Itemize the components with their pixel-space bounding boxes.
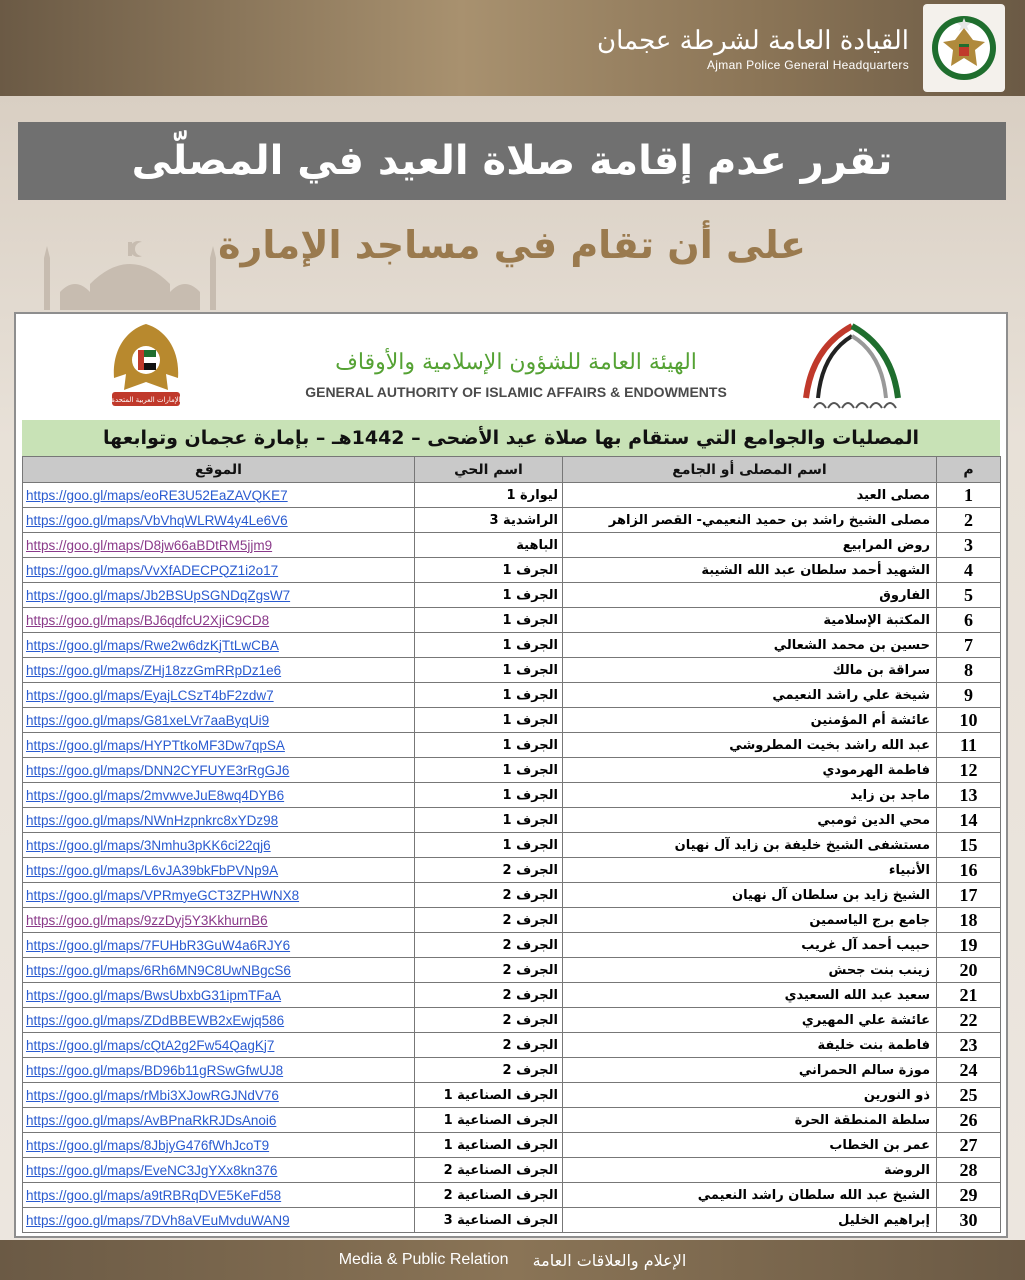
table-row <box>23 1033 1001 1058</box>
mosque-name-cell: محي الدين ثومبي <box>563 808 937 833</box>
mosque-name-cell: ماجد بن زايد <box>563 783 937 808</box>
uae-emblem-caption: الإمارات العربية المتحدة <box>111 396 181 404</box>
table-row <box>23 583 1001 608</box>
location-link[interactable]: https://goo.gl/maps/DNN2CYFUYE3rRgGJ6 <box>23 758 415 783</box>
header-location: الموقع <box>23 457 415 483</box>
table-row <box>23 883 1001 908</box>
location-link[interactable]: https://goo.gl/maps/D8jw66aBDtRM5jjm9 <box>23 533 415 558</box>
area-cell: الجرف 2 <box>415 883 563 908</box>
mosque-name-cell: الشيخ عبد الله سلطان راشد النعيمي <box>563 1183 937 1208</box>
top-banner <box>0 0 1025 96</box>
row-number-cell: 3 <box>937 533 1001 558</box>
area-cell: الجرف الصناعية 2 <box>415 1158 563 1183</box>
location-link[interactable]: https://goo.gl/maps/7DVh8aVEuMvduWAN9 <box>23 1208 415 1233</box>
table-title: المصليات والجوامع التي ستقام بها صلاة عيد الأضحى – 1442هـ – بإمارة عجمان وتوابعها <box>22 420 1000 456</box>
table-row <box>23 1208 1001 1233</box>
area-cell: الجرف 1 <box>415 683 563 708</box>
mosque-name-cell: مستشفى الشيخ خليفة بن زايد آل نهيان <box>563 833 937 858</box>
area-cell: الجرف 1 <box>415 633 563 658</box>
row-number-cell: 26 <box>937 1108 1001 1133</box>
location-link[interactable]: https://goo.gl/maps/VbVhqWLRW4y4Le6V6 <box>23 508 415 533</box>
row-number-cell: 1 <box>937 483 1001 508</box>
area-cell: الجرف 2 <box>415 958 563 983</box>
location-link[interactable]: https://goo.gl/maps/EveNC3JgYXx8kn376 <box>23 1158 415 1183</box>
location-link[interactable]: https://goo.gl/maps/cQtA2g2Fw54QagKj7 <box>23 1033 415 1058</box>
row-number-cell: 15 <box>937 833 1001 858</box>
row-number-cell: 19 <box>937 933 1001 958</box>
row-number-cell: 6 <box>937 608 1001 633</box>
table-row <box>23 558 1001 583</box>
location-link[interactable]: https://goo.gl/maps/ZDdBBEWB2xEwjq586 <box>23 1008 415 1033</box>
row-number-cell: 13 <box>937 783 1001 808</box>
mosque-name-cell: فاطمة الهرمودي <box>563 758 937 783</box>
table-row <box>23 783 1001 808</box>
mosque-name-cell: جامع برج الياسمين <box>563 908 937 933</box>
location-link[interactable]: https://goo.gl/maps/3Nmhu3pKK6ci22qj6 <box>23 833 415 858</box>
location-link[interactable]: https://goo.gl/maps/8JbjyG476fWhJcoT9 <box>23 1133 415 1158</box>
table-row <box>23 858 1001 883</box>
mosque-name-cell: فاطمة بنت خليفة <box>563 1033 937 1058</box>
row-number-cell: 8 <box>937 658 1001 683</box>
page-title: تقرر عدم إقامة صلاة العيد في المصلّى <box>131 138 893 184</box>
location-link[interactable]: https://goo.gl/maps/rMbi3XJowRGJNdV76 <box>23 1083 415 1108</box>
location-link[interactable]: https://goo.gl/maps/a9tRBRqDVE5KeFd58 <box>23 1183 415 1208</box>
row-number-cell: 29 <box>937 1183 1001 1208</box>
row-number-cell: 27 <box>937 1133 1001 1158</box>
mosque-name-cell: سراقة بن مالك <box>563 658 937 683</box>
table-row <box>23 1108 1001 1133</box>
location-link[interactable]: https://goo.gl/maps/VPRmyeGCT3ZPHWNX8 <box>23 883 415 908</box>
mosque-name-cell: عائشة أم المؤمنين <box>563 708 937 733</box>
location-link[interactable]: https://goo.gl/maps/VvXfADECPQZ1i2o17 <box>23 558 415 583</box>
location-link[interactable]: https://goo.gl/maps/eoRE3U52EaZAVQKE7 <box>23 483 415 508</box>
location-link[interactable]: https://goo.gl/maps/EyajLCSzT4bF2zdw7 <box>23 683 415 708</box>
row-number-cell: 10 <box>937 708 1001 733</box>
location-link[interactable]: https://goo.gl/maps/Rwe2w6dzKjTtLwCBA <box>23 633 415 658</box>
area-cell: الجرف 1 <box>415 733 563 758</box>
location-link[interactable]: https://goo.gl/maps/G81xeLVr7aaByqUi9 <box>23 708 415 733</box>
table-row <box>23 608 1001 633</box>
area-cell: الجرف الصناعية 1 <box>415 1133 563 1158</box>
mosque-silhouette-icon <box>30 238 230 310</box>
mosque-name-cell: روض المرابيع <box>563 533 937 558</box>
area-cell: الجرف 2 <box>415 858 563 883</box>
table-row <box>23 1158 1001 1183</box>
area-cell: الجرف 2 <box>415 1058 563 1083</box>
police-name-en: Ajman Police General Headquarters <box>707 58 909 72</box>
mosque-name-cell: الروضة <box>563 1158 937 1183</box>
mosque-name-cell: مصلى الشيخ راشد بن حميد النعيمي- القصر الزاهر <box>563 508 937 533</box>
table-row <box>23 1083 1001 1108</box>
row-number-cell: 11 <box>937 733 1001 758</box>
mosques-table <box>22 456 1001 1233</box>
awqaf-logo-icon <box>792 318 912 414</box>
location-link[interactable]: https://goo.gl/maps/7FUHbR3GuW4a6RJY6 <box>23 933 415 958</box>
table-row <box>23 683 1001 708</box>
area-cell: الجرف 1 <box>415 758 563 783</box>
area-cell: الجرف 2 <box>415 933 563 958</box>
table-header-row <box>23 457 1001 483</box>
location-link[interactable]: https://goo.gl/maps/L6vJA39bkFbPVNp9A <box>23 858 415 883</box>
mosque-name-cell: حسين بن محمد الشعالي <box>563 633 937 658</box>
area-cell: الجرف الصناعية 3 <box>415 1208 563 1233</box>
table-row <box>23 633 1001 658</box>
area-cell: الجرف 2 <box>415 908 563 933</box>
location-link[interactable]: https://goo.gl/maps/2mvwveJuE8wq4DYB6 <box>23 783 415 808</box>
mosque-name-cell: ذو النورين <box>563 1083 937 1108</box>
area-cell: الجرف الصناعية 1 <box>415 1083 563 1108</box>
area-cell: الجرف 2 <box>415 1008 563 1033</box>
mosque-name-cell: موزة سالم الحمراني <box>563 1058 937 1083</box>
mosque-name-cell: مصلى العيد <box>563 483 937 508</box>
mosque-name-cell: الشيخ زايد بن سلطان آل نهيان <box>563 883 937 908</box>
header-name: اسم المصلى أو الجامع <box>563 457 937 483</box>
uae-emblem-icon <box>106 320 186 412</box>
mosque-name-cell: شيخة علي راشد النعيمي <box>563 683 937 708</box>
location-link[interactable]: https://goo.gl/maps/Jb2BSUpSGNDqZgsW7 <box>23 583 415 608</box>
area-cell: الجرف 1 <box>415 808 563 833</box>
area-cell: الجرف الصناعية 1 <box>415 1108 563 1133</box>
row-number-cell: 24 <box>937 1058 1001 1083</box>
table-row <box>23 1183 1001 1208</box>
table-row <box>23 908 1001 933</box>
area-cell: الجرف 1 <box>415 558 563 583</box>
logo-row <box>16 314 1006 418</box>
table-row <box>23 733 1001 758</box>
area-cell: الجرف 1 <box>415 783 563 808</box>
row-number-cell: 21 <box>937 983 1001 1008</box>
table-row <box>23 758 1001 783</box>
table-row <box>23 1058 1001 1083</box>
mosque-name-cell: عائشة علي المهيري <box>563 1008 937 1033</box>
area-cell: الجرف 1 <box>415 583 563 608</box>
area-cell: الجرف 1 <box>415 833 563 858</box>
location-link[interactable]: https://goo.gl/maps/BwsUbxbG31ipmTFaA <box>23 983 415 1008</box>
table-row <box>23 808 1001 833</box>
area-cell: الجرف 1 <box>415 708 563 733</box>
row-number-cell: 4 <box>937 558 1001 583</box>
row-number-cell: 17 <box>937 883 1001 908</box>
area-cell: الجرف 2 <box>415 983 563 1008</box>
mosque-name-cell: عبد الله راشد بخيت المطروشي <box>563 733 937 758</box>
row-number-cell: 20 <box>937 958 1001 983</box>
table-row <box>23 658 1001 683</box>
location-link[interactable]: https://goo.gl/maps/9zzDyj5Y3KkhurnB6 <box>23 908 415 933</box>
police-branding <box>597 4 1005 92</box>
footer-bar <box>0 1240 1025 1280</box>
row-number-cell: 25 <box>937 1083 1001 1108</box>
area-cell: الجرف 1 <box>415 658 563 683</box>
mosque-name-cell: سعيد عبد الله السعيدي <box>563 983 937 1008</box>
police-name <box>597 24 909 72</box>
row-number-cell: 2 <box>937 508 1001 533</box>
footer-label-en: Media & Public Relation <box>338 1251 509 1268</box>
police-name-ar: القيادة العامة لشرطة عجمان <box>597 26 909 56</box>
area-cell: الباهية <box>415 533 563 558</box>
area-cell: ليوارة 1 <box>415 483 563 508</box>
location-link[interactable]: https://goo.gl/maps/NWnHzpnkrc8xYDz98 <box>23 808 415 833</box>
mosque-name-cell: إبراهيم الخليل <box>563 1208 937 1233</box>
table-row <box>23 833 1001 858</box>
table-row <box>23 958 1001 983</box>
page-subtitle: على أن تقام في مساجد الإمارة <box>218 223 806 267</box>
mosque-name-cell: زينب بنت جحش <box>563 958 937 983</box>
location-link[interactable]: https://goo.gl/maps/ZHj18zzGmRRpDz1e6 <box>23 658 415 683</box>
mosque-name-cell: الأنبياء <box>563 858 937 883</box>
table-row <box>23 1133 1001 1158</box>
row-number-cell: 28 <box>937 1158 1001 1183</box>
area-cell: الجرف الصناعية 2 <box>415 1183 563 1208</box>
area-cell: الجرف 2 <box>415 1033 563 1058</box>
location-link[interactable]: https://goo.gl/maps/AvBPnaRkRJDsAnoi6 <box>23 1108 415 1133</box>
location-link[interactable]: https://goo.gl/maps/BD96b11gRSwGfwUJ8 <box>23 1058 415 1083</box>
row-number-cell: 5 <box>937 583 1001 608</box>
table-row <box>23 933 1001 958</box>
table-row <box>23 708 1001 733</box>
mosque-name-cell: عمر بن الخطاب <box>563 1133 937 1158</box>
row-number-cell: 16 <box>937 858 1001 883</box>
mosque-name-cell: الشهيد أحمد سلطان عبد الله الشيبة <box>563 558 937 583</box>
footer-label-ar: الإعلام والعلاقات العامة <box>532 1250 687 1270</box>
row-number-cell: 9 <box>937 683 1001 708</box>
area-cell: الراشدية 3 <box>415 508 563 533</box>
table-row <box>23 1008 1001 1033</box>
mosque-name-cell: المكتبة الإسلامية <box>563 608 937 633</box>
location-link[interactable]: https://goo.gl/maps/6Rh6MN9C8UwNBgcS6 <box>23 958 415 983</box>
police-emblem-icon <box>923 4 1005 92</box>
mosque-name-cell: الفاروق <box>563 583 937 608</box>
table-row <box>23 508 1001 533</box>
row-number-cell: 18 <box>937 908 1001 933</box>
row-number-cell: 30 <box>937 1208 1001 1233</box>
table-row <box>23 983 1001 1008</box>
title-bar <box>18 122 1006 200</box>
header-area: اسم الحي <box>415 457 563 483</box>
row-number-cell: 23 <box>937 1033 1001 1058</box>
row-number-cell: 22 <box>937 1008 1001 1033</box>
location-link[interactable]: https://goo.gl/maps/HYPTtkoMF3Dw7qpSA <box>23 733 415 758</box>
mosque-name-cell: حبيب أحمد آل غريب <box>563 933 937 958</box>
table-row <box>23 533 1001 558</box>
row-number-cell: 7 <box>937 633 1001 658</box>
authority-name-ar: الهيئة العامة للشؤون الإسلامية والأوقاف <box>335 350 697 375</box>
authority-name-en: GENERAL AUTHORITY OF ISLAMIC AFFAIRS & ENDOWMENTS <box>305 384 727 400</box>
location-link[interactable]: https://goo.gl/maps/BJ6qdfcU2XjiC9CD8 <box>23 608 415 633</box>
row-number-cell: 12 <box>937 758 1001 783</box>
row-number-cell: 14 <box>937 808 1001 833</box>
mosque-name-cell: سلطة المنطقة الحرة <box>563 1108 937 1133</box>
content-card <box>14 312 1008 1238</box>
table-row <box>23 483 1001 508</box>
area-cell: الجرف 1 <box>415 608 563 633</box>
header-num: م <box>937 457 1001 483</box>
